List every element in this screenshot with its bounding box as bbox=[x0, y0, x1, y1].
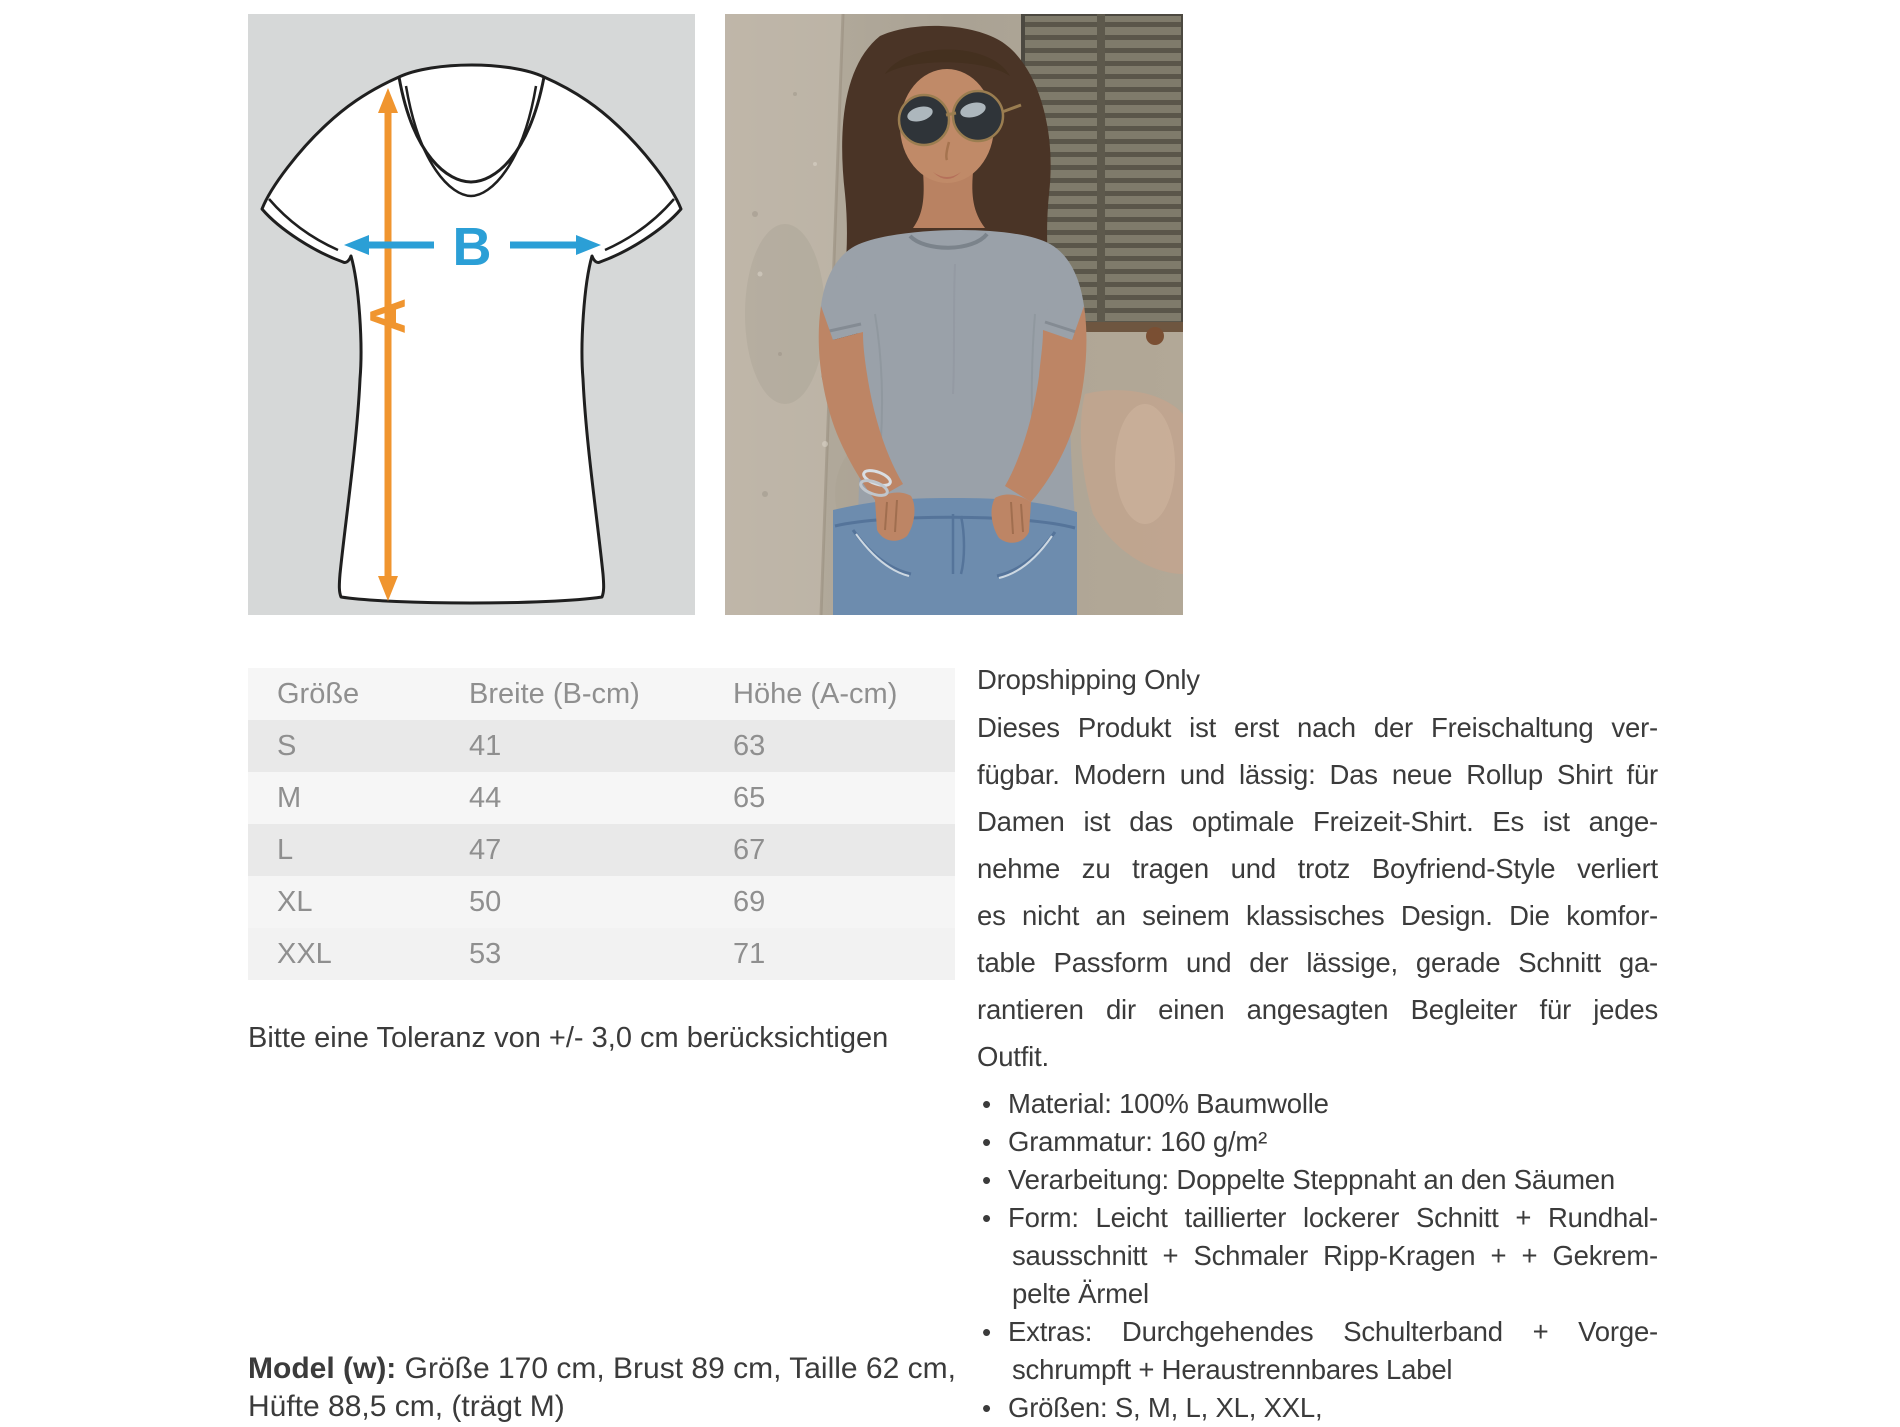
model-info-line1 bbox=[248, 1350, 1048, 1388]
table-row bbox=[248, 824, 955, 876]
bullet-icon: • bbox=[982, 1317, 991, 1347]
table-row bbox=[248, 772, 955, 824]
cell-height: 71 bbox=[733, 937, 766, 970]
paragraph-line: Damen ist das optimale Freizeit-Shirt. Es ist ange- bbox=[977, 806, 1658, 837]
bullet-icon: • bbox=[982, 1203, 991, 1233]
size-table bbox=[248, 668, 955, 980]
list-item: • Verarbeitung: Doppelte Steppnaht an den Säumen bbox=[977, 1161, 1658, 1199]
cell-size: L bbox=[277, 833, 294, 866]
product-photo bbox=[725, 14, 1183, 615]
cell-size: S bbox=[277, 729, 297, 762]
list-item: • Grammatur: 160 g/m² bbox=[977, 1123, 1658, 1161]
cell-size: XL bbox=[277, 885, 313, 918]
label-b: B bbox=[452, 217, 492, 277]
model-photo-illustration bbox=[725, 14, 1183, 615]
cell-width: 53 bbox=[469, 937, 502, 970]
feature-list bbox=[977, 1085, 1658, 1427]
table-row bbox=[248, 928, 955, 980]
size-diagram-svg bbox=[248, 14, 695, 615]
list-item-continuation: schrumpft + Heraustrennbares Label bbox=[1012, 1354, 1453, 1385]
paragraph-line: fügbar. Modern und lässig: Das neue Rollup Shirt für bbox=[977, 759, 1658, 790]
bullet-icon: • bbox=[982, 1165, 991, 1195]
description-paragraph bbox=[977, 704, 1658, 1080]
product-description bbox=[977, 656, 1658, 1427]
jeans bbox=[833, 498, 1077, 615]
list-item-continuation: pelte Ärmel bbox=[1012, 1278, 1149, 1309]
label-a: A bbox=[360, 297, 416, 335]
paragraph-line: rantieren dir einen angesagten Begleiter für jedes bbox=[977, 994, 1658, 1025]
description-heading: Dropshipping Only bbox=[977, 664, 1200, 695]
list-item: • Größen: S, M, L, XL, XXL, bbox=[977, 1389, 1658, 1427]
col-header-height: Höhe (A-cm) bbox=[733, 677, 898, 710]
list-item-continuation: sausschnitt + Schmaler Ripp-Kragen + + Gekrem- bbox=[1012, 1240, 1658, 1271]
paragraph-line: nehme zu tragen und trotz Boyfriend-Style verliert bbox=[977, 853, 1658, 884]
model-info-measurements: Größe 170 cm, Brust 89 cm, Taille 62 cm, bbox=[396, 1352, 956, 1385]
cell-height: 65 bbox=[733, 781, 766, 814]
table-row bbox=[248, 720, 955, 772]
list-item: • Material: 100% Baumwolle bbox=[977, 1085, 1658, 1123]
bullet-icon: • bbox=[982, 1127, 991, 1157]
model-info-label: Model (w): bbox=[248, 1352, 397, 1385]
list-item: • Form: Leicht taillierter lockerer Schnitt + Rundhal- bbox=[977, 1199, 1658, 1237]
tolerance-note: Bitte eine Toleranz von +/- 3,0 cm berücksichtigen bbox=[248, 1022, 889, 1054]
cell-height: 69 bbox=[733, 885, 766, 918]
cell-width: 50 bbox=[469, 885, 502, 918]
paragraph-line: es nicht an seinem klassisches Design. Die komfor- bbox=[977, 900, 1658, 931]
cell-height: 63 bbox=[733, 729, 766, 762]
bullet-icon: • bbox=[982, 1089, 991, 1119]
cell-height: 67 bbox=[733, 833, 766, 866]
paragraph-line: Dieses Produkt ist erst nach der Freischaltung ver- bbox=[977, 712, 1658, 743]
table-row bbox=[248, 876, 955, 928]
cell-width: 47 bbox=[469, 833, 502, 866]
cell-width: 41 bbox=[469, 729, 502, 762]
paragraph-line: table Passform und der lässige, gerade Schnitt ga- bbox=[977, 947, 1658, 978]
col-header-size: Größe bbox=[277, 677, 360, 710]
cell-size: M bbox=[277, 781, 302, 814]
col-header-width: Breite (B-cm) bbox=[469, 677, 640, 710]
cell-size: XXL bbox=[277, 937, 332, 970]
bullet-icon: • bbox=[982, 1393, 991, 1423]
model-info-line2: Hüfte 88,5 cm, (trägt M) bbox=[248, 1390, 565, 1423]
list-item: • Extras: Durchgehendes Schulterband + Vorge- bbox=[977, 1313, 1658, 1351]
model-info bbox=[248, 1350, 1048, 1426]
size-table-header bbox=[248, 668, 955, 720]
size-diagram bbox=[248, 14, 695, 615]
paragraph-line: Outfit. bbox=[977, 1041, 1049, 1072]
cell-width: 44 bbox=[469, 781, 502, 814]
